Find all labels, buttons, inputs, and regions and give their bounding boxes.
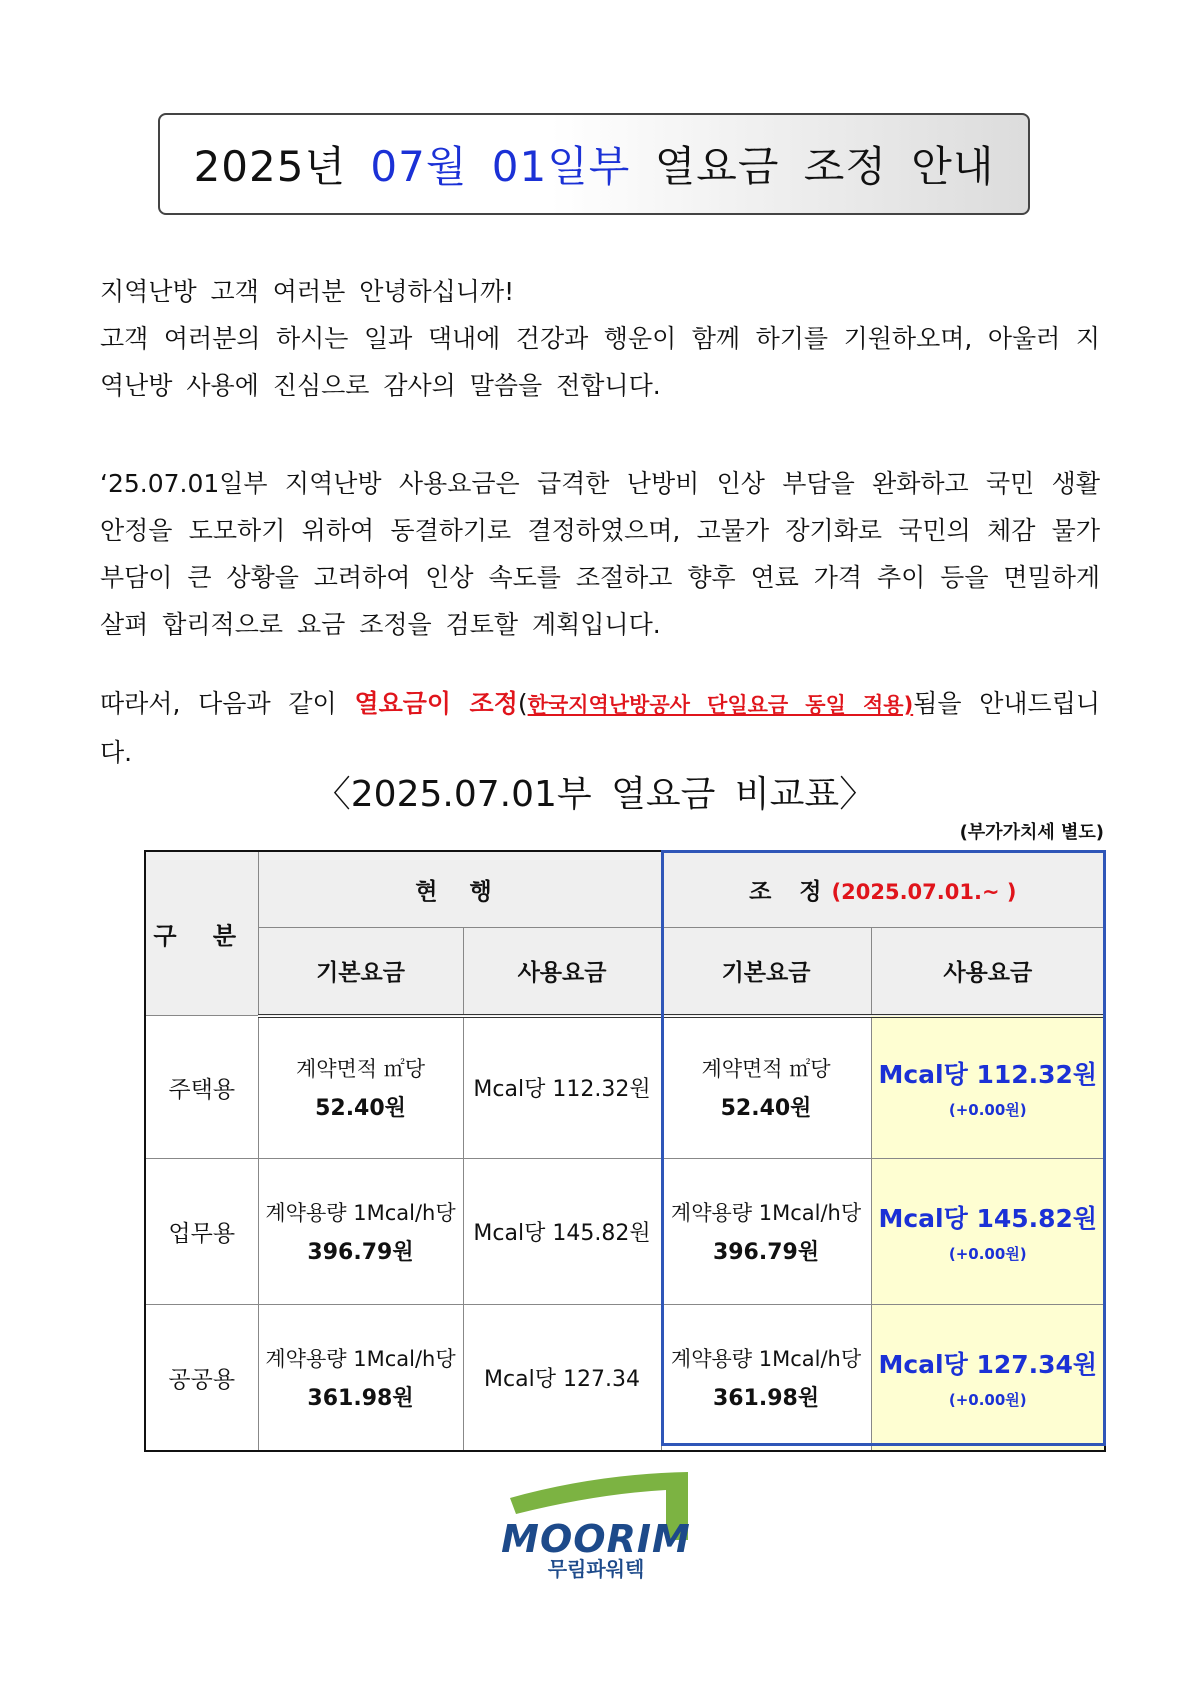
notice-paren: ( bbox=[517, 689, 528, 718]
notice-suffix: 됨을 안내드립니다. bbox=[100, 689, 1100, 767]
policy-paragraph bbox=[100, 460, 1100, 648]
header-adjusted-base: 기본요금 bbox=[661, 927, 871, 1016]
current-base-cell bbox=[258, 1305, 463, 1451]
adjusted-usage-delta: (+0.00원) bbox=[948, 1390, 1027, 1409]
rate-comparison-table bbox=[144, 850, 1106, 1452]
adjusted-base-cell bbox=[661, 1159, 871, 1305]
adjusted-usage-cell bbox=[871, 1159, 1105, 1305]
header-adjusted-usage: 사용요금 bbox=[871, 927, 1105, 1016]
adjusted-usage-value: Mcal당 127.34원 bbox=[878, 1349, 1098, 1379]
adjusted-usage-cell bbox=[871, 1016, 1105, 1159]
current-base-cell bbox=[258, 1016, 463, 1159]
notice-highlight: 열요금이 조정 bbox=[354, 689, 518, 718]
header-adjusted bbox=[661, 851, 1105, 927]
current-base-unit: 계약용량 1Mcal/h당 bbox=[265, 1346, 456, 1371]
row-category: 업무용 bbox=[145, 1159, 258, 1305]
title-year: 2025년 bbox=[193, 142, 347, 191]
header-current: 현 행 bbox=[258, 851, 661, 927]
notice-paragraph bbox=[100, 680, 1100, 776]
vat-note: (부가가치세 별도) bbox=[959, 822, 1104, 843]
table-row bbox=[145, 1016, 1105, 1159]
adjusted-base-value: 52.40원 bbox=[720, 1096, 812, 1122]
logo-company-name: 무림파워텍 bbox=[547, 1557, 645, 1581]
table-title: 〈2025.07.01부 열요금 비교표〉 bbox=[314, 774, 876, 815]
adjusted-base-unit: 계약면적 ㎡당 bbox=[701, 1057, 831, 1082]
adjusted-usage-cell bbox=[871, 1305, 1105, 1451]
adjusted-base-value: 396.79원 bbox=[712, 1240, 820, 1265]
adjusted-usage-value: Mcal당 145.82원 bbox=[878, 1204, 1098, 1233]
adjusted-base-cell bbox=[661, 1016, 871, 1159]
current-usage-cell: Mcal당 127.34 bbox=[463, 1305, 661, 1451]
current-usage-cell: Mcal당 112.32원 bbox=[463, 1016, 661, 1159]
current-base-value: 361.98원 bbox=[307, 1385, 414, 1411]
logo-wordmark: MOORIM bbox=[501, 1517, 691, 1561]
adjusted-usage-delta: (+0.00원) bbox=[948, 1101, 1027, 1120]
adjusted-base-unit: 계약용량 1Mcal/h당 bbox=[670, 1201, 862, 1225]
table-row bbox=[145, 1305, 1105, 1451]
header-category: 구 분 bbox=[145, 851, 258, 1016]
notice-line bbox=[100, 680, 1100, 776]
header-current-base: 기본요금 bbox=[258, 927, 463, 1016]
adjusted-base-cell bbox=[661, 1305, 871, 1451]
current-base-unit: 계약면적 ㎡당 bbox=[295, 1057, 426, 1082]
table-row bbox=[145, 1159, 1105, 1305]
notice-prefix: 따라서, 다음과 같이 bbox=[100, 689, 355, 718]
adjusted-base-unit: 계약용량 1Mcal/h당 bbox=[670, 1346, 862, 1371]
row-category: 공공용 bbox=[145, 1305, 258, 1451]
page-title bbox=[158, 113, 1030, 215]
current-base-value: 52.40원 bbox=[315, 1096, 406, 1122]
adjusted-base-value: 361.98원 bbox=[712, 1385, 820, 1411]
policy-text: ‘25.07.01일부 지역난방 사용요금은 급격한 난방비 인상 부담을 완화하고 국민 생활 안정을 도모하기 위하여 동결하기로 결정하였으며, 고물가 장기화로 국민의 체감 물가 부담이 큰 상황을 고려하여 인상 속도를 조절하고 향후 연료 가격 추이 등을 면밀하게 살펴 합리적으로 요금 조정을 검토할 계획입니다. bbox=[100, 469, 1100, 639]
adjusted-usage-value: Mcal당 112.32원 bbox=[878, 1060, 1098, 1090]
title-rest: 열요금 조정 안내 bbox=[654, 142, 995, 191]
notice-note: 한국지역난방공사 단일요금 동일 적용) bbox=[527, 693, 914, 717]
current-usage-cell: Mcal당 145.82원 bbox=[463, 1159, 661, 1305]
header-adjusted-label: 조 정 bbox=[749, 878, 832, 905]
intro-paragraph bbox=[100, 268, 1100, 409]
header-current-usage: 사용요금 bbox=[463, 927, 661, 1016]
row-category: 주택용 bbox=[145, 1016, 258, 1159]
title-date: 07월 01일부 bbox=[370, 142, 631, 191]
current-base-cell bbox=[258, 1159, 463, 1305]
current-base-unit: 계약용량 1Mcal/h당 bbox=[265, 1201, 456, 1225]
adjusted-usage-delta: (+0.00원) bbox=[948, 1245, 1027, 1263]
header-adjusted-date: (2025.07.01.~ ) bbox=[831, 879, 1017, 904]
greeting-body: 고객 여러분의 하시는 일과 댁내에 건강과 행운이 함께 하기를 기원하오며, 아울러 지역난방 사용에 진심으로 감사의 말씀을 전합니다. bbox=[100, 324, 1100, 400]
greeting-line: 지역난방 고객 여러분 안녕하십니까! bbox=[100, 277, 515, 306]
current-base-value: 396.79원 bbox=[307, 1240, 414, 1265]
